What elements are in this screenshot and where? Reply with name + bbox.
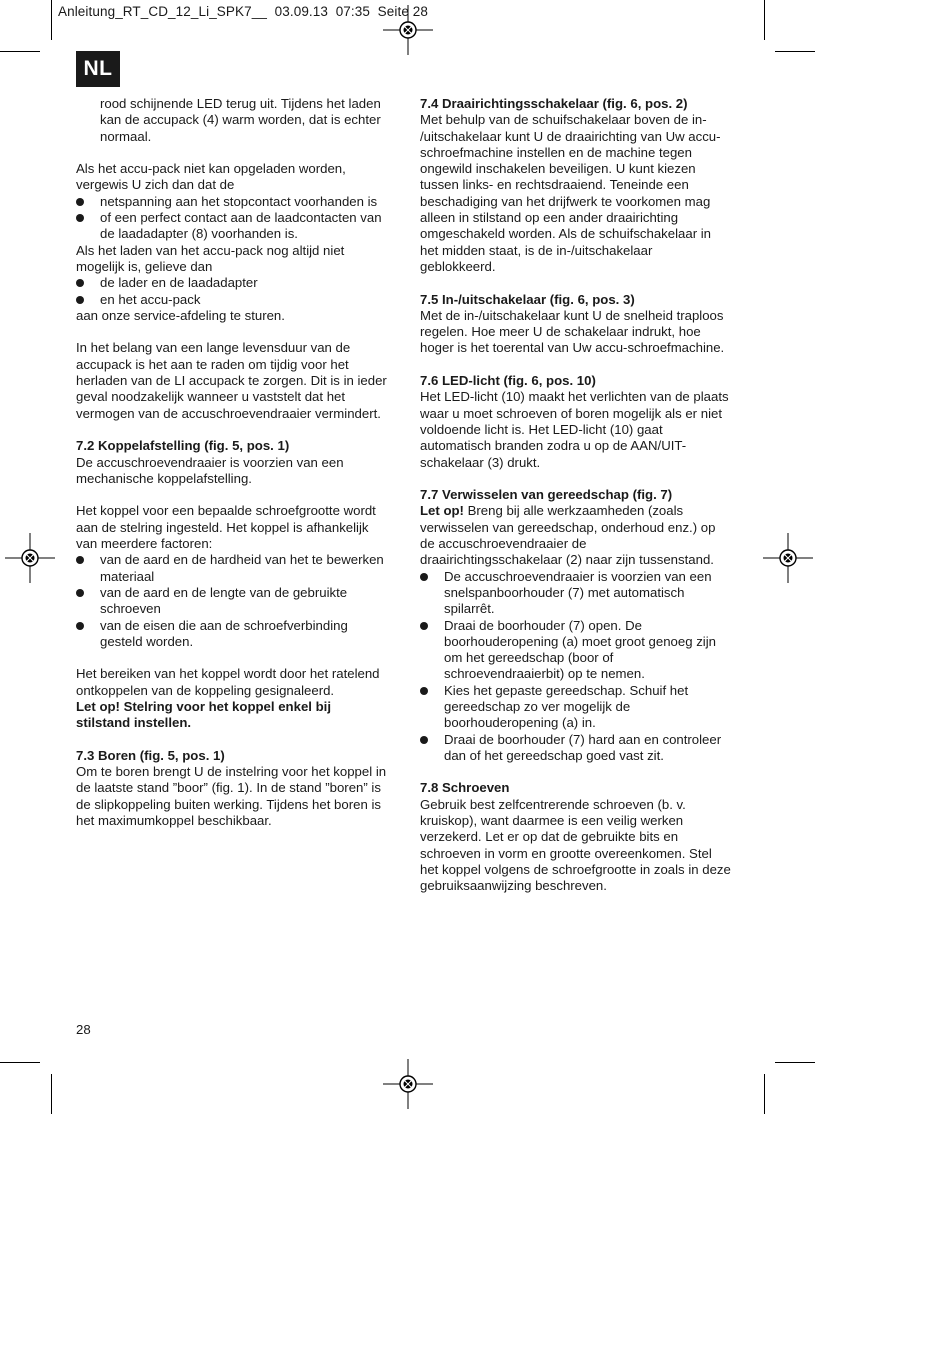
text-line: tussen links- en rechtsdraaiend. Teneinde een — [420, 177, 689, 193]
list-item — [76, 552, 406, 585]
text-line: De accuschroevendraaier is voorzien van een — [444, 568, 712, 584]
tool-change-list — [420, 569, 750, 765]
text-line: schroeven in vorm en grootte overeenkomen. Stel — [420, 845, 712, 861]
text-line: rood schijnende LED terug uit. Tijdens het laden — [100, 96, 381, 111]
text-line: de laadadapter (8) voorhanden is. — [100, 226, 298, 242]
text-line: Om te boren brengt U de instelring voor het koppel in — [76, 764, 387, 780]
text-line: Het LED-licht (10) maakt het verlichten van de plaats — [420, 389, 729, 405]
text-line: accupack is het aan te raden om tijdig voor het — [76, 356, 349, 372]
crop-mark — [775, 1062, 815, 1063]
warning-text: Let op! Stelring voor het koppel enkel bij — [76, 698, 331, 714]
registration-mark-icon — [383, 1059, 433, 1109]
list-item — [76, 585, 406, 618]
crop-mark — [775, 51, 815, 52]
text-line: kruiskop), want daarmee is een veilig werken — [420, 813, 684, 829]
text-line: kan de accupack (4) warm worden, dat is echter — [100, 112, 381, 128]
text-line: of een perfect contact aan de laadcontacten van — [100, 210, 382, 226]
list-item — [420, 618, 750, 683]
text-line: gebruiksaanwijzing beschreven. — [420, 878, 607, 894]
list-item — [420, 732, 750, 765]
text-line: boorhouderopening (a) moet groot genoeg zijn — [444, 633, 716, 649]
text-line: de slipkoppeling buiten werking. Tijdens het boren is — [76, 796, 381, 812]
factor-list — [76, 552, 406, 650]
text-line: alleen in stilstand op een ander draairichting — [420, 210, 679, 226]
print-header: Anleitung_RT_CD_12_Li_SPK7__ 03.09.13 07:35 Seite 28 — [58, 4, 429, 19]
left-column — [76, 96, 406, 829]
list-item — [76, 194, 406, 210]
text-line: Kies het gepaste gereedschap. Schuif het — [444, 682, 689, 698]
text-line: de laatste stand ”boor” (fig. 1). In de stand ”boren” is — [76, 780, 381, 796]
right-column — [420, 96, 750, 895]
crop-mark — [0, 1062, 40, 1063]
text-line: automatisch branden zodra u op de AAN/UIT- — [420, 438, 687, 454]
text-line: van de eisen die aan de schroefverbinding — [100, 617, 348, 633]
text-line: normaal. — [100, 128, 152, 144]
page-number: 28 — [76, 1022, 91, 1037]
text-line: Het bereiken van het koppel wordt door het ratelend — [76, 666, 380, 682]
text-line: Met behulp van de schuifschakelaar boven de in- — [420, 112, 707, 128]
text-line — [420, 503, 750, 519]
crop-mark — [764, 1074, 765, 1114]
registration-mark-icon — [763, 533, 813, 583]
crop-mark — [0, 51, 40, 52]
text-line: van de aard en de hardheid van het te bewerken — [100, 552, 384, 568]
text-line: hoger is het toerental van Uw accu-schroefmachine. — [420, 340, 725, 356]
text-line: aan onze service-afdeling te sturen. — [76, 307, 285, 323]
text-line: mechanische koppelafstelling. — [76, 470, 252, 486]
text-line: het maximumkoppel beschikbaar. — [76, 813, 272, 829]
text-line: dan of het gereedschap goed vast zit. — [444, 747, 664, 763]
check-list — [76, 194, 406, 243]
text-line: van meerdere factoren: — [76, 536, 213, 552]
section-heading-7-4: 7.4 Draairichtingsschakelaar (fig. 6, pos. 2) — [420, 96, 688, 111]
text-line: mogelijk is, gelieve dan — [76, 258, 213, 274]
crop-mark — [51, 0, 52, 40]
text-line: waar u moet schroeven of boren mogelijk als er niet — [420, 405, 722, 421]
text-line: gesteld worden. — [100, 633, 194, 649]
attention-label: Let op! — [420, 503, 464, 519]
list-item — [76, 292, 406, 308]
text-line: het midden staat, is de in-/uitschakelaar — [420, 242, 653, 258]
send-list — [76, 275, 406, 308]
text-line: voldoende licht is. Het LED-licht (10) gaat — [420, 421, 663, 437]
text-line: geblokkeerd. — [420, 258, 496, 274]
text-line: spilarrêt. — [444, 601, 495, 617]
text-line: regelen. Hoe meer U de schakelaar indrukt, hoe — [420, 324, 701, 340]
section-heading-7-2: 7.2 Koppelafstelling (fig. 5, pos. 1) — [76, 438, 290, 454]
section-heading-7-7: 7.7 Verwisselen van gereedschap (fig. 7) — [420, 487, 673, 503]
list-item — [420, 683, 750, 732]
text-line: Als het accu-pack niet kan opgeladen worden, — [76, 161, 346, 177]
text-line: schakelaar (3) drukt. — [420, 454, 541, 470]
list-item — [76, 210, 406, 243]
list-item — [76, 618, 406, 651]
text-line: materiaal — [100, 568, 155, 584]
section-heading-7-8: 7.8 Schroeven — [420, 780, 510, 796]
text-span: Breng bij alle werkzaamheden (zoals — [463, 503, 684, 519]
text-line: snelspanboorhouder (7) met automatisch — [444, 584, 685, 600]
text-line: ongewild inschakelen beveiligen. U kunt kiezen — [420, 161, 696, 177]
text-line: de accuschroevendraaier de — [420, 536, 587, 552]
text-line: gereedschap zo ver mogelijk de — [444, 698, 631, 714]
text-line: /uitschakelaar kunt U de draairichting van Uw accu- — [420, 128, 721, 144]
text-line: vermogen van de accuschroevendraaier vermindert. — [76, 405, 381, 421]
text-line: van de aard en de lengte van de gebruikte — [100, 584, 348, 600]
text-line: herladen van de LI accupack te zorgen. Dit is in ieder — [76, 373, 387, 389]
text-line: In het belang van een lange levensduur van de — [76, 340, 351, 356]
section-heading-7-3: 7.3 Boren (fig. 5, pos. 1) — [76, 747, 225, 763]
warning-text: stilstand instellen. — [76, 715, 192, 731]
text-line: draairichtingsschakelaar (2) naar zijn tussenstand. — [420, 552, 714, 568]
crop-mark — [764, 0, 765, 40]
text-line: om het gereedschap (boor of — [444, 650, 614, 666]
text-line: en het accu-pack — [100, 291, 201, 307]
text-line: verwisselen van gereedschap, onderhoud enz.) op — [420, 519, 716, 535]
text-line: vergewis U zich dan dat de — [76, 177, 235, 193]
text-line: schroefmachine instellen en de machine tegen — [420, 144, 692, 160]
text-line: verzekerd. Let er op dat de gebruikte bits en — [420, 829, 679, 845]
text-line: Draai de boorhouder (7) open. De — [444, 617, 642, 633]
text-line: Draai de boorhouder (7) hard aan en controleer — [444, 731, 722, 747]
section-heading-7-6: 7.6 LED-licht (fig. 6, pos. 10) — [420, 373, 596, 389]
text-line: boorhouderopening (a) in. — [444, 715, 596, 731]
text-line: aan de stelring ingesteld. Het koppel is afhankelijk — [76, 519, 369, 535]
list-item — [420, 569, 750, 618]
text-line: ontkoppelen van de koppeling gesignaleerd. — [76, 682, 335, 698]
text-line: omgeschakeld worden. Als de schuifschakelaar in — [420, 226, 712, 242]
charging-note — [76, 96, 406, 145]
text-line: Gebruik best zelfcentrerende schroeven (b. v. — [420, 796, 686, 812]
text-line: netspanning aan het stopcontact voorhanden is — [100, 193, 378, 209]
text-line: schroevendraaierbit) op te nemen. — [444, 666, 645, 682]
text-line: de lader en de laadadapter — [100, 275, 258, 291]
language-badge: NL — [76, 51, 120, 87]
text-line: schroeven — [100, 601, 161, 617]
section-heading-7-5: 7.5 In-/uitschakelaar (fig. 6, pos. 3) — [420, 291, 635, 307]
crop-mark — [51, 1074, 52, 1114]
text-line: beschadiging van het drijfwerk te voorkomen mag — [420, 193, 711, 209]
text-line: geval noodzakelijk wanneer u vaststelt dat het — [76, 389, 346, 405]
registration-mark-icon — [5, 533, 55, 583]
list-item — [76, 275, 406, 291]
text-line: Als het laden van het accu-pack nog altijd niet — [76, 242, 345, 258]
text-line: Het koppel voor een bepaalde schroefgrootte wordt — [76, 503, 376, 519]
text-line: Met de in-/uitschakelaar kunt U de snelheid traploos — [420, 307, 724, 323]
text-line: het koppel volgens de schroefgrootte in zoals in deze — [420, 861, 731, 877]
text-line: De accuschroevendraaier is voorzien van een — [76, 454, 344, 470]
